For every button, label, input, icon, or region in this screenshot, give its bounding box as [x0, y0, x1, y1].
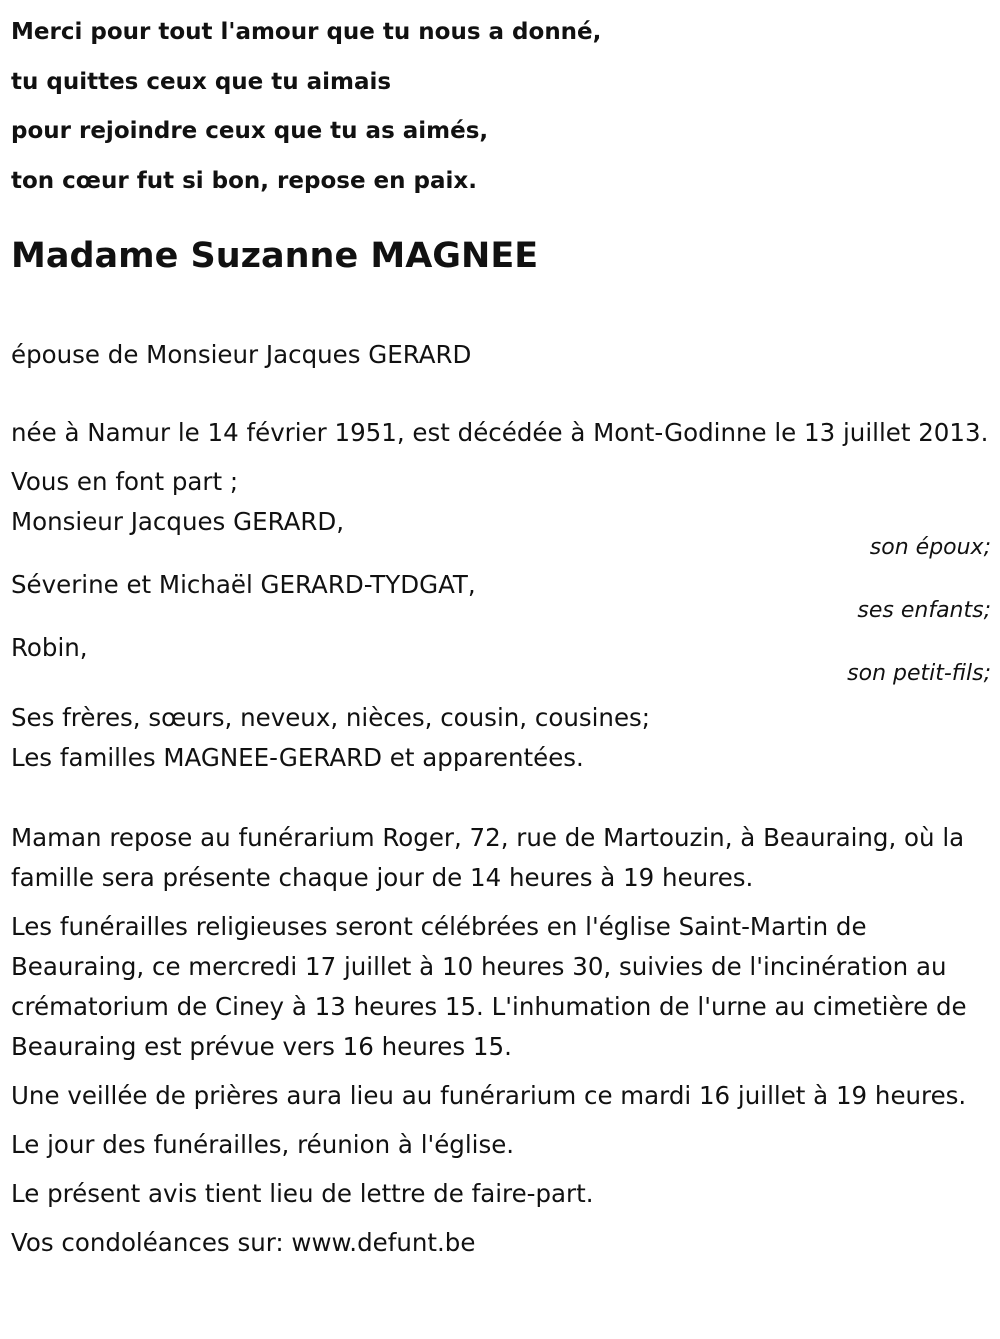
poem-line: Merci pour tout l'amour que tu nous a donné, [11, 19, 602, 45]
birth-death-line: née à Namur le 14 février 1951, est décédée à Mont-Godinne le 13 juillet 2013. [11, 418, 989, 447]
family-entry [11, 565, 991, 622]
poem-line: tu quittes ceux que tu aimais [11, 68, 392, 95]
funerarium-paragraph: Maman repose au funérarium Roger, 72, rue de Martouzin, à Beauraing, où la famille sera présente chaque jour de 14 heures à 19 heures. [11, 823, 965, 892]
deceased-name: Madame Suzanne MAGNEE [11, 236, 539, 276]
relatives-line: Ses frères, sœurs, neveux, nièces, cousin, cousines; [11, 703, 651, 732]
relatives-line: Les familles MAGNEE-GERARD et apparentées. [11, 743, 584, 772]
family-member: Monsieur Jacques GERARD, [11, 507, 345, 536]
poem [11, 0, 991, 206]
family-entry [11, 628, 991, 685]
meeting-paragraph: Le jour des funérailles, réunion à l'église. [11, 1130, 515, 1159]
funeral-paragraph: Les funérailles religieuses seront célébrées en l'église Saint-Martin de Beauraing, ce mercredi 17 juillet à 10 heures 30, suivies de l'incinération au crématorium de Ciney à 13 heures 15. L'inhumation de l'urne au cimetière de Beauraing est prévue vers 16 heures 15. [11, 912, 967, 1061]
vigil-paragraph: Une veillée de prières aura lieu au funérarium ce mardi 16 juillet à 19 heures. [11, 1081, 967, 1110]
family-entry [11, 502, 991, 559]
notice-paragraph: Le présent avis tient lieu de lettre de faire-part. [11, 1179, 594, 1208]
family-member: Séverine et Michaël GERARD-TYDGAT, [11, 570, 476, 599]
poem-line: ton cœur fut si bon, repose en paix. [11, 167, 477, 194]
spouse-line: épouse de Monsieur Jacques GERARD [11, 340, 472, 369]
announce-intro: Vous en font part ; [11, 467, 239, 496]
family-member: Robin, [11, 633, 88, 662]
family-relation: son petit-fils; [847, 661, 991, 686]
family-relation: son époux; [869, 535, 991, 560]
poem-line: pour rejoindre ceux que tu as aimés, [11, 118, 489, 144]
family-relation: ses enfants; [857, 598, 991, 623]
obituary-notice [11, 0, 991, 1263]
condolences-line: Vos condoléances sur: www.defunt.be [11, 1228, 476, 1257]
